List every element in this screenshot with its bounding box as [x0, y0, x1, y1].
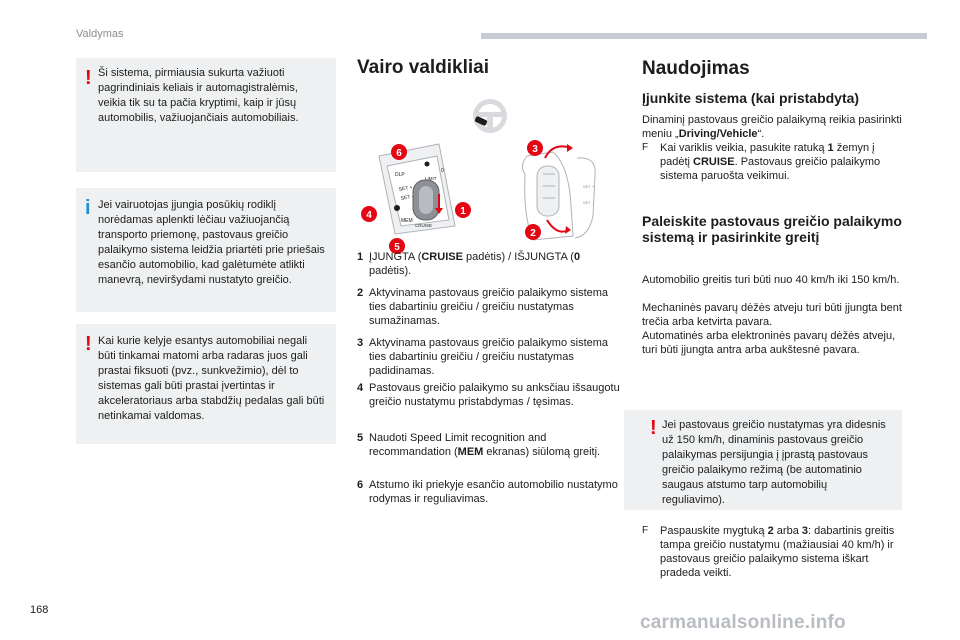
info-note [76, 188, 336, 312]
list-item: 1 ĮJUNGTA (CRUISE padėtis) / IŠJUNGTA (0 padėtis). [357, 251, 581, 277]
paragraph-manual-gearbox: Mechaninės pavarų dėžės atveju turi būti įjungta bent trečia arba ketvirta pavara. [642, 302, 902, 328]
subheading-enable: Įjunkite sistema (kai pristabdyta) [642, 90, 860, 106]
label-cruise: CRUISE [415, 223, 433, 228]
bullet-engine-running: F Kai variklis veikia, pasukite ratuką 1 žemyn į padėtį CRUISE. Pastovaus greičio palaikymo sistema paruošta veikimui. [642, 142, 881, 182]
label-zero: 0 [441, 168, 444, 174]
warning-icon: ! [650, 417, 657, 439]
label-mem: MEM [401, 218, 413, 224]
info-icon: i [85, 197, 91, 219]
svg-text:2: 2 [530, 228, 536, 239]
steering-wheel-icon [473, 99, 507, 133]
list-item: 3 Aktyvinama pastovaus greičio palaikymo sistema ties dabartiniu greičiu / greičiu nustatymas padidinamas. [357, 337, 609, 377]
note-text: Ši sistema, pirmiausia sukurta važiuoti pagrindiniais keliais ir automagistralėmis, veikia tik su ta pačia kryptimi, kaip ir jūsų automobilis, važiuojančiais automobiliais. [98, 67, 299, 124]
section-header: Valdymas [76, 28, 124, 40]
note-text: Jei pastovaus greičio nustatymas yra didesnis už 150 km/h, dinaminis pastovaus greičio palaikymas persijungia į įprastą pastovaus greičio palaikymo režimą (be automatinio saugaus atstumo tarp automobilių reguliavimo). [662, 419, 886, 506]
paragraph-automatic-gearbox: Automatinės arba elektroninės pavarų dėžės atveju, turi būti įjungta antra arba aukštesnė pavara. [642, 330, 896, 356]
warning-icon: ! [85, 333, 92, 355]
paragraph-menu: Dinaminį pastovaus greičio palaikymą reikia pasirinkti meniu „Driving/Vehicle“. [642, 114, 902, 140]
svg-text:1: 1 [460, 206, 466, 217]
label-dlp: DLP [395, 172, 405, 178]
cruise-stalk [379, 144, 455, 234]
list-item: 4 Pastovaus greičio palaikymo su anksčiau išsaugotu greičio nustatymu pristabdymas / tęsimas. [357, 382, 620, 408]
label-set-minus: SET - [400, 193, 414, 202]
page-number: 168 [30, 604, 49, 616]
steering-controls-illustration [357, 96, 627, 253]
warning-note-2 [76, 324, 336, 444]
note-text: Kai kurie kelyje esantys automobiliai negali būti tinkamai matomi arba radaras juos gali prastai fiksuoti (pvz., sunkvežimio), dėl to sistemas gali būti prastai įvertintas ir akceleratoriaus arba stabdžių pedalas gali būti netinkamai valdomas. [98, 335, 325, 422]
svg-text:4: 4 [366, 210, 372, 221]
svg-text:3: 3 [532, 144, 538, 155]
warning-note-speed [624, 410, 902, 510]
callout-1 [455, 202, 471, 218]
callout-3 [527, 140, 543, 156]
watermark: carmanualsonline.info [640, 612, 846, 633]
callout-2 [525, 224, 541, 240]
label-set-plus: SET + [398, 184, 414, 193]
list-item: 5 Naudoti Speed Limit recognition and recommandation (MEM ekranas) siūlomą greitį. [357, 432, 601, 458]
list-item: 2 Aktyvinama pastovaus greičio palaikymo sistema ties dabartiniu greičiu / greičiu nustatymas sumažinamas. [357, 287, 609, 327]
warning-icon: ! [85, 67, 92, 89]
section-title-usage: Naudojimas [642, 58, 750, 79]
callout-6 [391, 144, 407, 160]
note-text: Jei vairuotojas įjungia posūkių rodiklį norėdamas aplenkti lėčiau važiuojančią transporto priemonę, pastovaus greičio palaikymo sistema leidžia priartėti prie priešais esančio automobilio, kad galėtumėte atlikti manevrą, neviršydami nustatyto greičio. [98, 199, 325, 286]
warning-note-1 [76, 58, 336, 172]
bullet-arrow-icon: F [642, 525, 649, 536]
callout-4 [361, 206, 377, 222]
bullet-press-button: F Paspauskite mygtuką 2 arba 3: dabartinis greitis tampa greičio nustatymu (mažiausiai 40 km/h) ir pastovaus greičio palaikymo sistema iškart pradeda veikti. [642, 525, 895, 579]
list-item: 6 Atstumo iki priekyje esančio automobilio nustatymo rodymas ir reguliavimas. [357, 479, 618, 505]
label-limit: LIMIT [425, 176, 437, 181]
header-bar [481, 33, 927, 39]
paragraph-speed-range: Automobilio greitis turi būti nuo 40 km/h iki 150 km/h. [642, 274, 900, 286]
subheading-start: Paleiskite pastovaus greičio palaikymo sistemą ir pasirinkite greitį [642, 213, 902, 245]
svg-text:SET -: SET - [583, 200, 594, 205]
svg-text:6: 6 [396, 148, 402, 159]
svg-text:5: 5 [394, 242, 400, 253]
bullet-arrow-icon: F [642, 142, 649, 153]
svg-text:SET +: SET + [583, 184, 595, 189]
section-title-controls: Vairo valdikliai [357, 57, 490, 78]
